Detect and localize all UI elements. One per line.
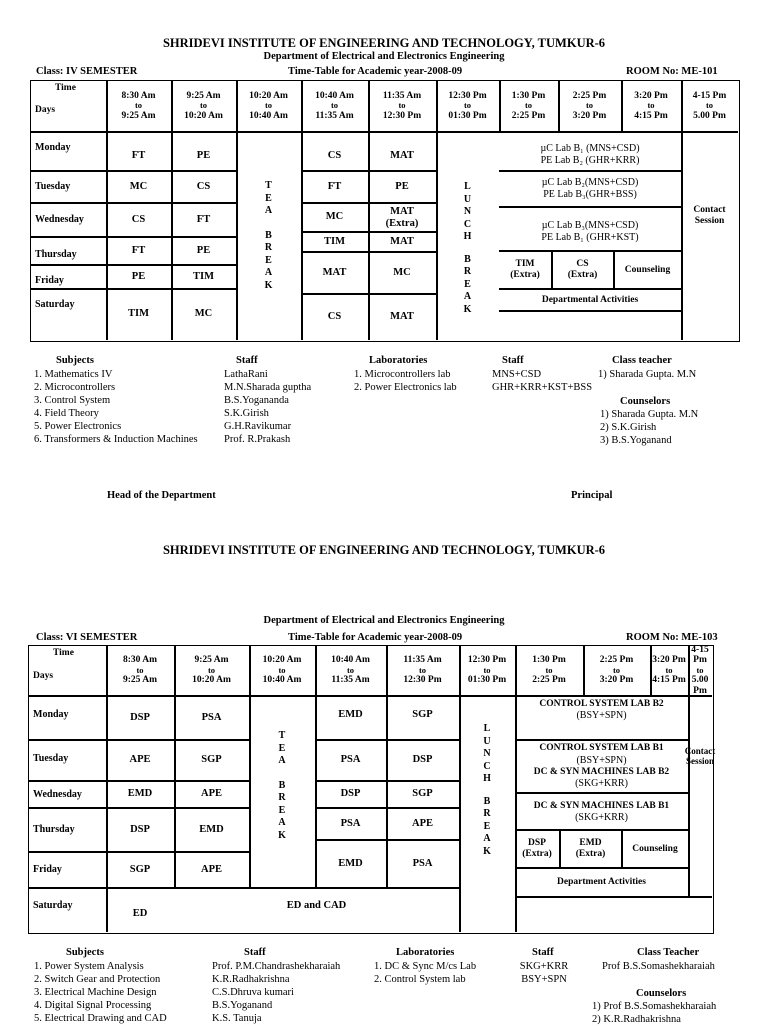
cell-tue-p3: FT [327, 180, 342, 192]
time-slot-2-9: 3:20 Pm to 4:15 Pm [652, 655, 686, 686]
corner-cell-1: Time Days [35, 83, 76, 115]
lab-block-2b: CONTROL SYSTEM LAB B1 (BSY+SPN) DC & SYN MACHINES LAB B2 (SKG+KRR) [533, 743, 670, 789]
time-slot-2-7: 1:30 Pm to 2:25 Pm [532, 655, 566, 686]
time-slot-3: 10:20 Am to 10:40 Am [249, 90, 288, 121]
dept-activities-1: Departmental Activities [541, 294, 639, 305]
staff-heading-1: Staff [236, 355, 258, 366]
cell2-tue-p4: DSP [412, 754, 433, 766]
day-thursday-1: Thursday [35, 248, 77, 260]
lab-block-2c: DC & SYN MACHINES LAB B1 (SKG+KRR) [533, 800, 670, 824]
cell2-thu-p3: PSA [340, 817, 361, 829]
labs-list-1: 1. Microcontrollers lab 2. Power Electronics lab [354, 369, 457, 393]
hod-signature-label: Head of the Department [107, 490, 216, 501]
cell2-wed-p2: APE [201, 788, 222, 800]
class-label-2: Class: VI SEMESTER [36, 632, 138, 643]
time-slot-1: 8:30 Am to 9:25 Am [121, 90, 156, 121]
cell-fri-p3: MAT [322, 266, 347, 278]
extra-cell-2a: DSP (Extra) [522, 838, 552, 859]
institute-title-2: SHRIDEVI INSTITUTE OF ENGINEERING AND TECHNOLOGY, TUMKUR-6 [162, 543, 606, 557]
cell2-fri-p4: PSA [412, 857, 433, 869]
class-teacher-heading-2: Class Teacher [637, 947, 700, 958]
cell-sat-p2: MC [194, 307, 213, 319]
time-slot-6: 12:30 Pm to 01:30 Pm [448, 90, 487, 121]
class-teacher-1: 1) Sharada Gupta. M.N [598, 369, 697, 380]
cell2-thu-p1: DSP [130, 823, 150, 835]
day-saturday-1: Saturday [35, 299, 75, 311]
class-label-1: Class: IV SEMESTER [36, 66, 138, 77]
counselors-list-2: 1) Prof B.S.Somashekharaiah 2) K.R.Radhakrishna [592, 1001, 717, 1025]
time-slot-7: 1:30 Pm to 2:25 Pm [511, 90, 546, 121]
lunch-break-1: L U N C H B R E A K [463, 181, 472, 315]
day-tuesday-2: Tuesday [33, 753, 69, 765]
extra-cell-1a: TIM (Extra) [510, 259, 540, 280]
department-title-1: Department of Electrical and Electronics Engineering [263, 51, 505, 62]
staff-list-2: Prof. P.M.Chandrashekharaiah K.R.Radhakrishna C.S.Dhruva kumari B.S.Yoganand K.S. Tanuja [212, 961, 341, 1024]
cell-tue-p4: PE [395, 180, 409, 192]
cell-tue-p2: CS [196, 180, 211, 192]
time-slot-10: 4-15 Pm to 5.00 Pm [692, 90, 727, 121]
cell-fri-p1: PE [131, 270, 146, 282]
timetable-grid-1 [30, 80, 740, 342]
corner-cell-2: Time Days [33, 648, 74, 681]
extra-cell-2b: EMD (Extra) [575, 838, 606, 859]
time-slot-8: 2:25 Pm to 3:20 Pm [572, 90, 607, 121]
labs-heading-1: Laboratories [369, 355, 428, 366]
lab-staff-list-1: MNS+CSD GHR+KRR+KST+BSS [492, 369, 593, 393]
cell2-wed-p3: DSP [340, 788, 361, 800]
class-teacher-heading-1: Class teacher [612, 355, 672, 366]
time-slot-2-6: 12:30 Pm to 01:30 Pm [467, 655, 507, 686]
extra-cell-1b: CS (Extra) [567, 259, 598, 280]
counselors-list-1: 1) Sharada Gupta. M.N 2) S.K.Girish 3) B.S.Yoganand [600, 409, 699, 446]
labs-list-2: 1. DC & Sync M/cs Lab 2. Control System lab [374, 961, 477, 985]
principal-signature-label: Principal [571, 490, 613, 501]
day-wednesday-2: Wednesday [33, 788, 82, 800]
cell2-fri-p2: APE [201, 863, 222, 875]
tea-break-2: T E A B R E A K [278, 730, 286, 841]
time-slot-2-10: 4-15 Pm to 5.00 Pm [691, 644, 709, 696]
cell2-sat-ed-cad: ED and CAD [286, 899, 347, 911]
cell-mon-p1: FT [131, 149, 146, 161]
time-slot-9: 3:20 Pm to 4:15 Pm [634, 90, 668, 121]
time-slot-2-8: 2:25 Pm to 3:20 Pm [599, 655, 634, 686]
lab-block-1b: µC Lab B₂(MNS+CSD) PE Lab B₃(GHR+BSS) [541, 177, 639, 200]
cell-thu-p4: MAT [390, 235, 414, 247]
timetable-label-1: Time-Table for Academic year-2008-09 [288, 66, 463, 77]
cell-wed-p4: MAT (Extra) [385, 206, 419, 229]
department-title-2: Department of Electrical and Electronics Engineering [263, 615, 505, 626]
lab-block-1a: µC Lab B₁ (MNS+CSD) PE Lab B₂ (GHR+KRR) [540, 142, 640, 166]
time-slot-2: 9:25 Am to 10:20 Am [184, 90, 223, 121]
cell2-wed-p1: EMD [127, 788, 153, 800]
room-label-1: ROOM No: ME-101 [626, 66, 718, 77]
staff-heading-2: Staff [244, 947, 266, 958]
cell-sat-p4: MAT [390, 311, 414, 323]
cell-sat-p1: TIM [128, 307, 149, 319]
day-wednesday-1: Wednesday [35, 214, 84, 226]
cell-thu-p1: FT [131, 244, 146, 256]
subjects-heading-1: Subjects [56, 355, 94, 366]
cell-sat-p3: CS [327, 311, 342, 323]
time-slot-2-5: 11:35 Am to 12:30 Pm [403, 655, 442, 686]
cell-tue-p1: MC [129, 180, 148, 192]
dept-activities-2: Department Activities [557, 877, 646, 888]
day-tuesday-1: Tuesday [35, 181, 71, 193]
cell-wed-p3: MC [325, 211, 344, 223]
counseling-cell-1: Counseling [624, 264, 671, 275]
day-monday-2: Monday [33, 709, 69, 721]
time-slot-2-2: 9:25 Am to 10:20 Am [192, 655, 231, 686]
time-slot-2-4: 10:40 Am to 11:35 Am [331, 655, 370, 686]
cell-thu-p3: TIM [324, 235, 345, 247]
time-slot-2-3: 10:20 Am to 10:40 Am [262, 655, 302, 686]
day-friday-1: Friday [35, 275, 64, 287]
day-thursday-2: Thursday [33, 824, 75, 836]
cell2-mon-p3: EMD [338, 708, 363, 720]
cell-wed-p2: FT [196, 213, 211, 225]
lab-block-2a: CONTROL SYSTEM LAB B2 (BSY+SPN) [539, 699, 664, 722]
cell2-tue-p1: APE [129, 754, 151, 766]
cell2-fri-p3: EMD [338, 857, 363, 869]
cell2-thu-p4: APE [412, 817, 433, 829]
counseling-cell-2: Counseling [632, 843, 678, 854]
day-saturday-2: Saturday [33, 900, 73, 912]
staff-list-1: LathaRani M.N.Sharada guptha B.S.Yogananda S.K.Girish G.H.Ravikumar Prof. R.Prakash [224, 369, 312, 445]
cell2-thu-p2: EMD [199, 823, 224, 835]
cell-fri-p4: MC [393, 266, 411, 278]
cell2-mon-p4: SGP [412, 708, 433, 720]
room-label-2: ROOM No: ME-103 [626, 632, 718, 643]
timetable-grid-2 [28, 645, 714, 934]
timetable-label-2: Time-Table for Academic year-2008-09 [288, 632, 463, 643]
cell-mon-p3: CS [327, 149, 342, 161]
cell2-fri-p1: SGP [129, 863, 151, 875]
subjects-heading-2: Subjects [66, 947, 104, 958]
cell2-wed-p4: SGP [412, 788, 433, 800]
lab-staff-list-2: SKG+KRR BSY+SPN [519, 961, 569, 985]
cell2-sat-p1: ED [132, 907, 148, 919]
cell-mon-p4: MAT [390, 149, 414, 161]
cell-thu-p2: PE [196, 244, 211, 256]
counselors-heading-1: Counselors [620, 396, 671, 407]
tea-break-1: T E A B R E A K [264, 180, 273, 291]
day-friday-2: Friday [33, 864, 62, 876]
time-slot-2-1: 8:30 Am to 9:25 Am [122, 655, 158, 686]
cell-fri-p2: TIM [193, 270, 214, 282]
cell2-tue-p3: PSA [340, 754, 361, 766]
time-slot-5: 11:35 Am to 12:30 Pm [382, 90, 422, 121]
labs-heading-2: Laboratories [396, 947, 455, 958]
cell-mon-p2: PE [196, 149, 211, 161]
lunch-break-2: L U N C H B R E A K [483, 723, 491, 857]
counselors-heading-2: Counselors [636, 988, 687, 999]
time-slot-4: 10:40 Am to 11:35 Am [315, 90, 354, 121]
subjects-list-1: 1. Mathematics IV 2. Microcontrollers 3. Control System 4. Field Theory 5. Power Electronics 6. Transformers & Induction Machines [34, 369, 198, 445]
cell2-mon-p1: DSP [130, 711, 150, 723]
cell2-mon-p2: PSA [201, 711, 222, 723]
institute-title-1: SHRIDEVI INSTITUTE OF ENGINEERING AND TECHNOLOGY, TUMKUR-6 [162, 36, 606, 50]
cell2-tue-p2: SGP [201, 754, 222, 766]
contact-session-1: Contact Session [693, 205, 726, 226]
lab-block-1c: µC Lab B₃(MNS+CSD) PE Lab B₁ (GHR+KST) [541, 220, 639, 243]
class-teacher-2: Prof B.S.Somashekharaiah [602, 961, 715, 972]
day-monday-1: Monday [35, 142, 71, 154]
lab-staff-heading-1: Staff [502, 355, 524, 366]
cell-wed-p1: CS [131, 213, 146, 225]
lab-staff-heading-2: Staff [532, 947, 554, 958]
subjects-list-2: 1. Power System Analysis 2. Switch Gear and Protection 3. Electrical Machine Design 4. Digital Signal Processing 5. Electrical Drawing and CAD [34, 961, 167, 1024]
contact-session-2: Contact Session [684, 745, 716, 766]
